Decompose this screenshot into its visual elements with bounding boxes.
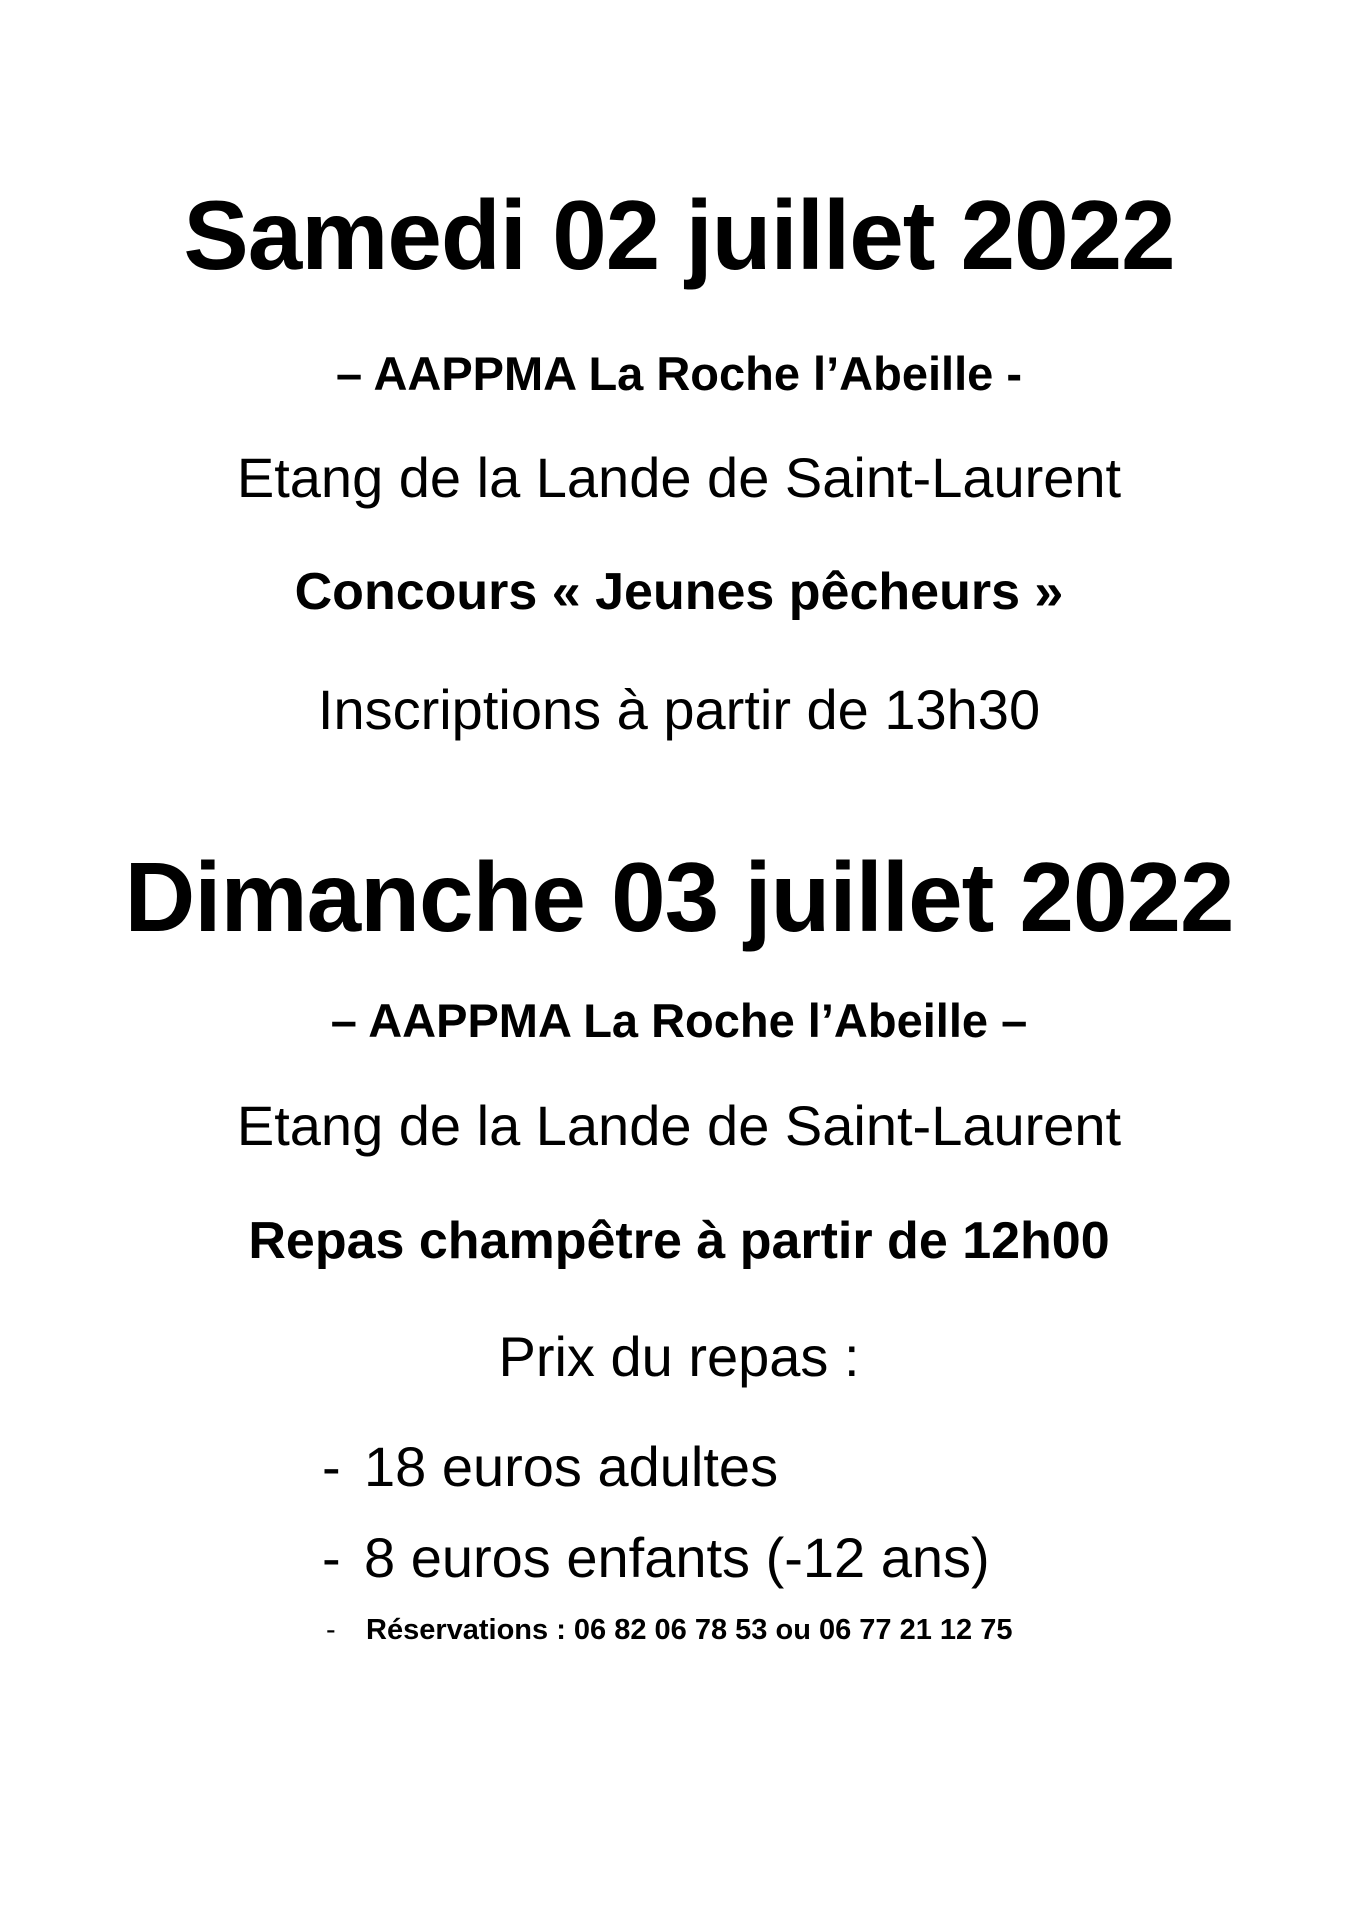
- sunday-location: Etang de la Lande de Saint-Laurent: [236, 1094, 1122, 1157]
- list-bullet: -: [326, 1614, 336, 1646]
- price-item-text: 8 euros enfants (-12 ans): [364, 1526, 990, 1589]
- sunday-organizer: – AAPPMA La Roche l’Abeille –: [330, 994, 1028, 1047]
- saturday-location: Etang de la Lande de Saint-Laurent: [236, 446, 1122, 509]
- list-bullet: -: [322, 1435, 341, 1498]
- sunday-price-label: Prix du repas :: [498, 1325, 860, 1388]
- price-item-children: [322, 1526, 990, 1589]
- reservations-text: Réservations : 06 82 06 78 53 ou 06 77 21 12 75: [366, 1614, 1013, 1646]
- saturday-registration-time: Inscriptions à partir de 13h30: [317, 678, 1041, 741]
- saturday-organizer: – AAPPMA La Roche l’Abeille -: [336, 347, 1022, 400]
- reservations-line: [326, 1616, 1012, 1645]
- sunday-date-heading: Dimanche 03 juillet 2022: [124, 842, 1234, 952]
- sunday-event-title: Repas champêtre à partir de 12h00: [248, 1212, 1110, 1270]
- saturday-date-heading: Samedi 02 juillet 2022: [183, 180, 1175, 290]
- price-item-adults: [322, 1435, 779, 1498]
- saturday-event-title: Concours « Jeunes pêcheurs »: [294, 563, 1064, 621]
- price-item-text: 18 euros adultes: [364, 1435, 779, 1498]
- list-bullet: -: [322, 1526, 341, 1589]
